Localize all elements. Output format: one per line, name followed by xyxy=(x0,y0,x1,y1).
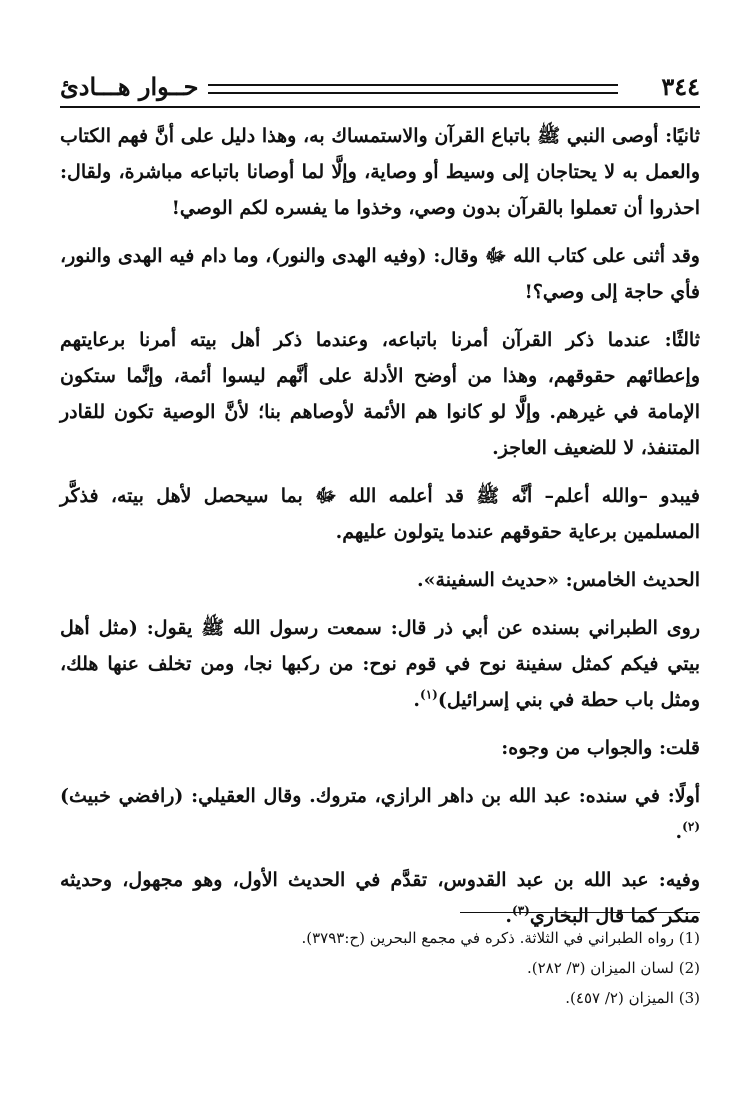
footnote: (3) الميزان (٢/ ٤٥٧). xyxy=(565,989,700,1007)
section-heading xyxy=(60,562,700,598)
page-number: ٣٤٤ xyxy=(661,72,700,101)
paragraph xyxy=(60,118,700,226)
paragraph-text: أوصى النبي ﷺ باتباع القرآن والاستمساك به، وهذا دليل على أنَّ فهم الكتاب والعمل به لا يحتاجان إلى وسيط أو وصاية، وإلَّا لما أوصانا باتباعه مباشرة، ولقال: احذروا أن تعملوا بالقرآن بدون وصي، وخذوا ما يفسره لكم الوصي! xyxy=(60,125,700,219)
paragraph: روى الطبراني بسنده عن أبي ذر قال: سمعت رسول الله ﷺ يقول: (مثل أهل بيتي فيكم كمثل سفينة نوح في قوم نوح: من ركبها نجا، ومن تخلف عنها هلك، ومثل باب حطة في بني إسرائيل)$^{(١)}$. xyxy=(60,617,700,711)
paragraph xyxy=(60,238,700,310)
paragraph-text: روى الطبراني بسنده عن أبي ذر قال: سمعت رسول الله ﷺ يقول: (مثل أهل بيتي فيكم كمثل سفينة نوح في قوم نوح: من ركبها نجا، ومن تخلف عنها هلك، ومثل باب حطة في بني إسرائيل) xyxy=(60,617,700,711)
main-text xyxy=(60,118,700,946)
paragraph-lead: ثانيًا: xyxy=(665,125,700,147)
paragraph-lead: أولًا: xyxy=(667,785,700,807)
heading-text: الحديث الخامس: «حديث السفينة». xyxy=(417,569,700,591)
footnote-divider xyxy=(460,912,700,913)
paragraph: أولًا: في سنده: عبد الله بن داهر الرازي، متروك. وقال العقيلي: (رافضي خبيث)$^{(٢)}$. xyxy=(60,785,700,843)
page-header xyxy=(60,70,700,108)
footnote-ref[interactable]: (٢) xyxy=(682,819,700,834)
footnote-ref[interactable]: (٣) xyxy=(512,903,530,918)
section-heading xyxy=(60,730,700,766)
footnote: (1) رواه الطبراني في الثلاثة. ذكره في مجمع البحرين (ح:٣٧٩٣). xyxy=(301,929,700,947)
paragraph: وفيه: عبد الله بن عبد القدوس، تقدَّم في الحديث الأول، وهو مجهول، وحديثه منكر كما قال البخاري$^{(٣)}$. xyxy=(60,869,700,927)
footnote-ref[interactable]: (١) xyxy=(420,687,438,702)
paragraph xyxy=(60,478,700,550)
paragraph-text: فيبدو –والله أعلم– أنَّه ﷺ قد أعلمه الله ﷻ بما سيحصل لأهل بيته، فذكَّر المسلمين برعاية حقوقهم عندما يتولون عليهم. xyxy=(60,485,700,543)
paragraph-lead: ثالثًا: xyxy=(664,329,700,351)
footnotes xyxy=(60,912,700,1013)
paragraph-text: وفيه: عبد الله بن عبد القدوس، تقدَّم في الحديث الأول، وهو مجهول، وحديثه منكر كما قال البخاري xyxy=(60,869,700,927)
paragraph-text: وقد أثنى على كتاب الله ﷻ وقال: (وفيه الهدى والنور)، وما دام فيه الهدى والنور، فأي حاجة إلى وصي؟! xyxy=(60,245,700,303)
running-title: حــوار هـــادئ xyxy=(60,72,199,101)
footnote: (2) لسان الميزان (٣/ ٢٨٢). xyxy=(526,959,700,977)
paragraph-text: عندما ذكر القرآن أمرنا باتباعه، وعندما ذكر أهل بيته أمرنا برعايتهم وإعطائهم حقوقهم، وهذا من أوضح الأدلة على أنَّهم ليسوا أئمة، وإنَّما ستكون الإمامة في غيرهم. وإلَّا لو كانوا هم الأئمة لأوصاهم بنا؛ لأنَّ الوصية تكون للقادر المتنفذ، لا للضعيف العاجز. xyxy=(60,329,700,459)
paragraph xyxy=(60,322,700,466)
heading-text: قلت: والجواب من وجوه: xyxy=(501,737,700,759)
paragraph-text: في سنده: عبد الله بن داهر الرازي، متروك. وقال العقيلي: (رافضي خبيث) xyxy=(60,785,668,807)
header-ornament xyxy=(208,84,618,94)
